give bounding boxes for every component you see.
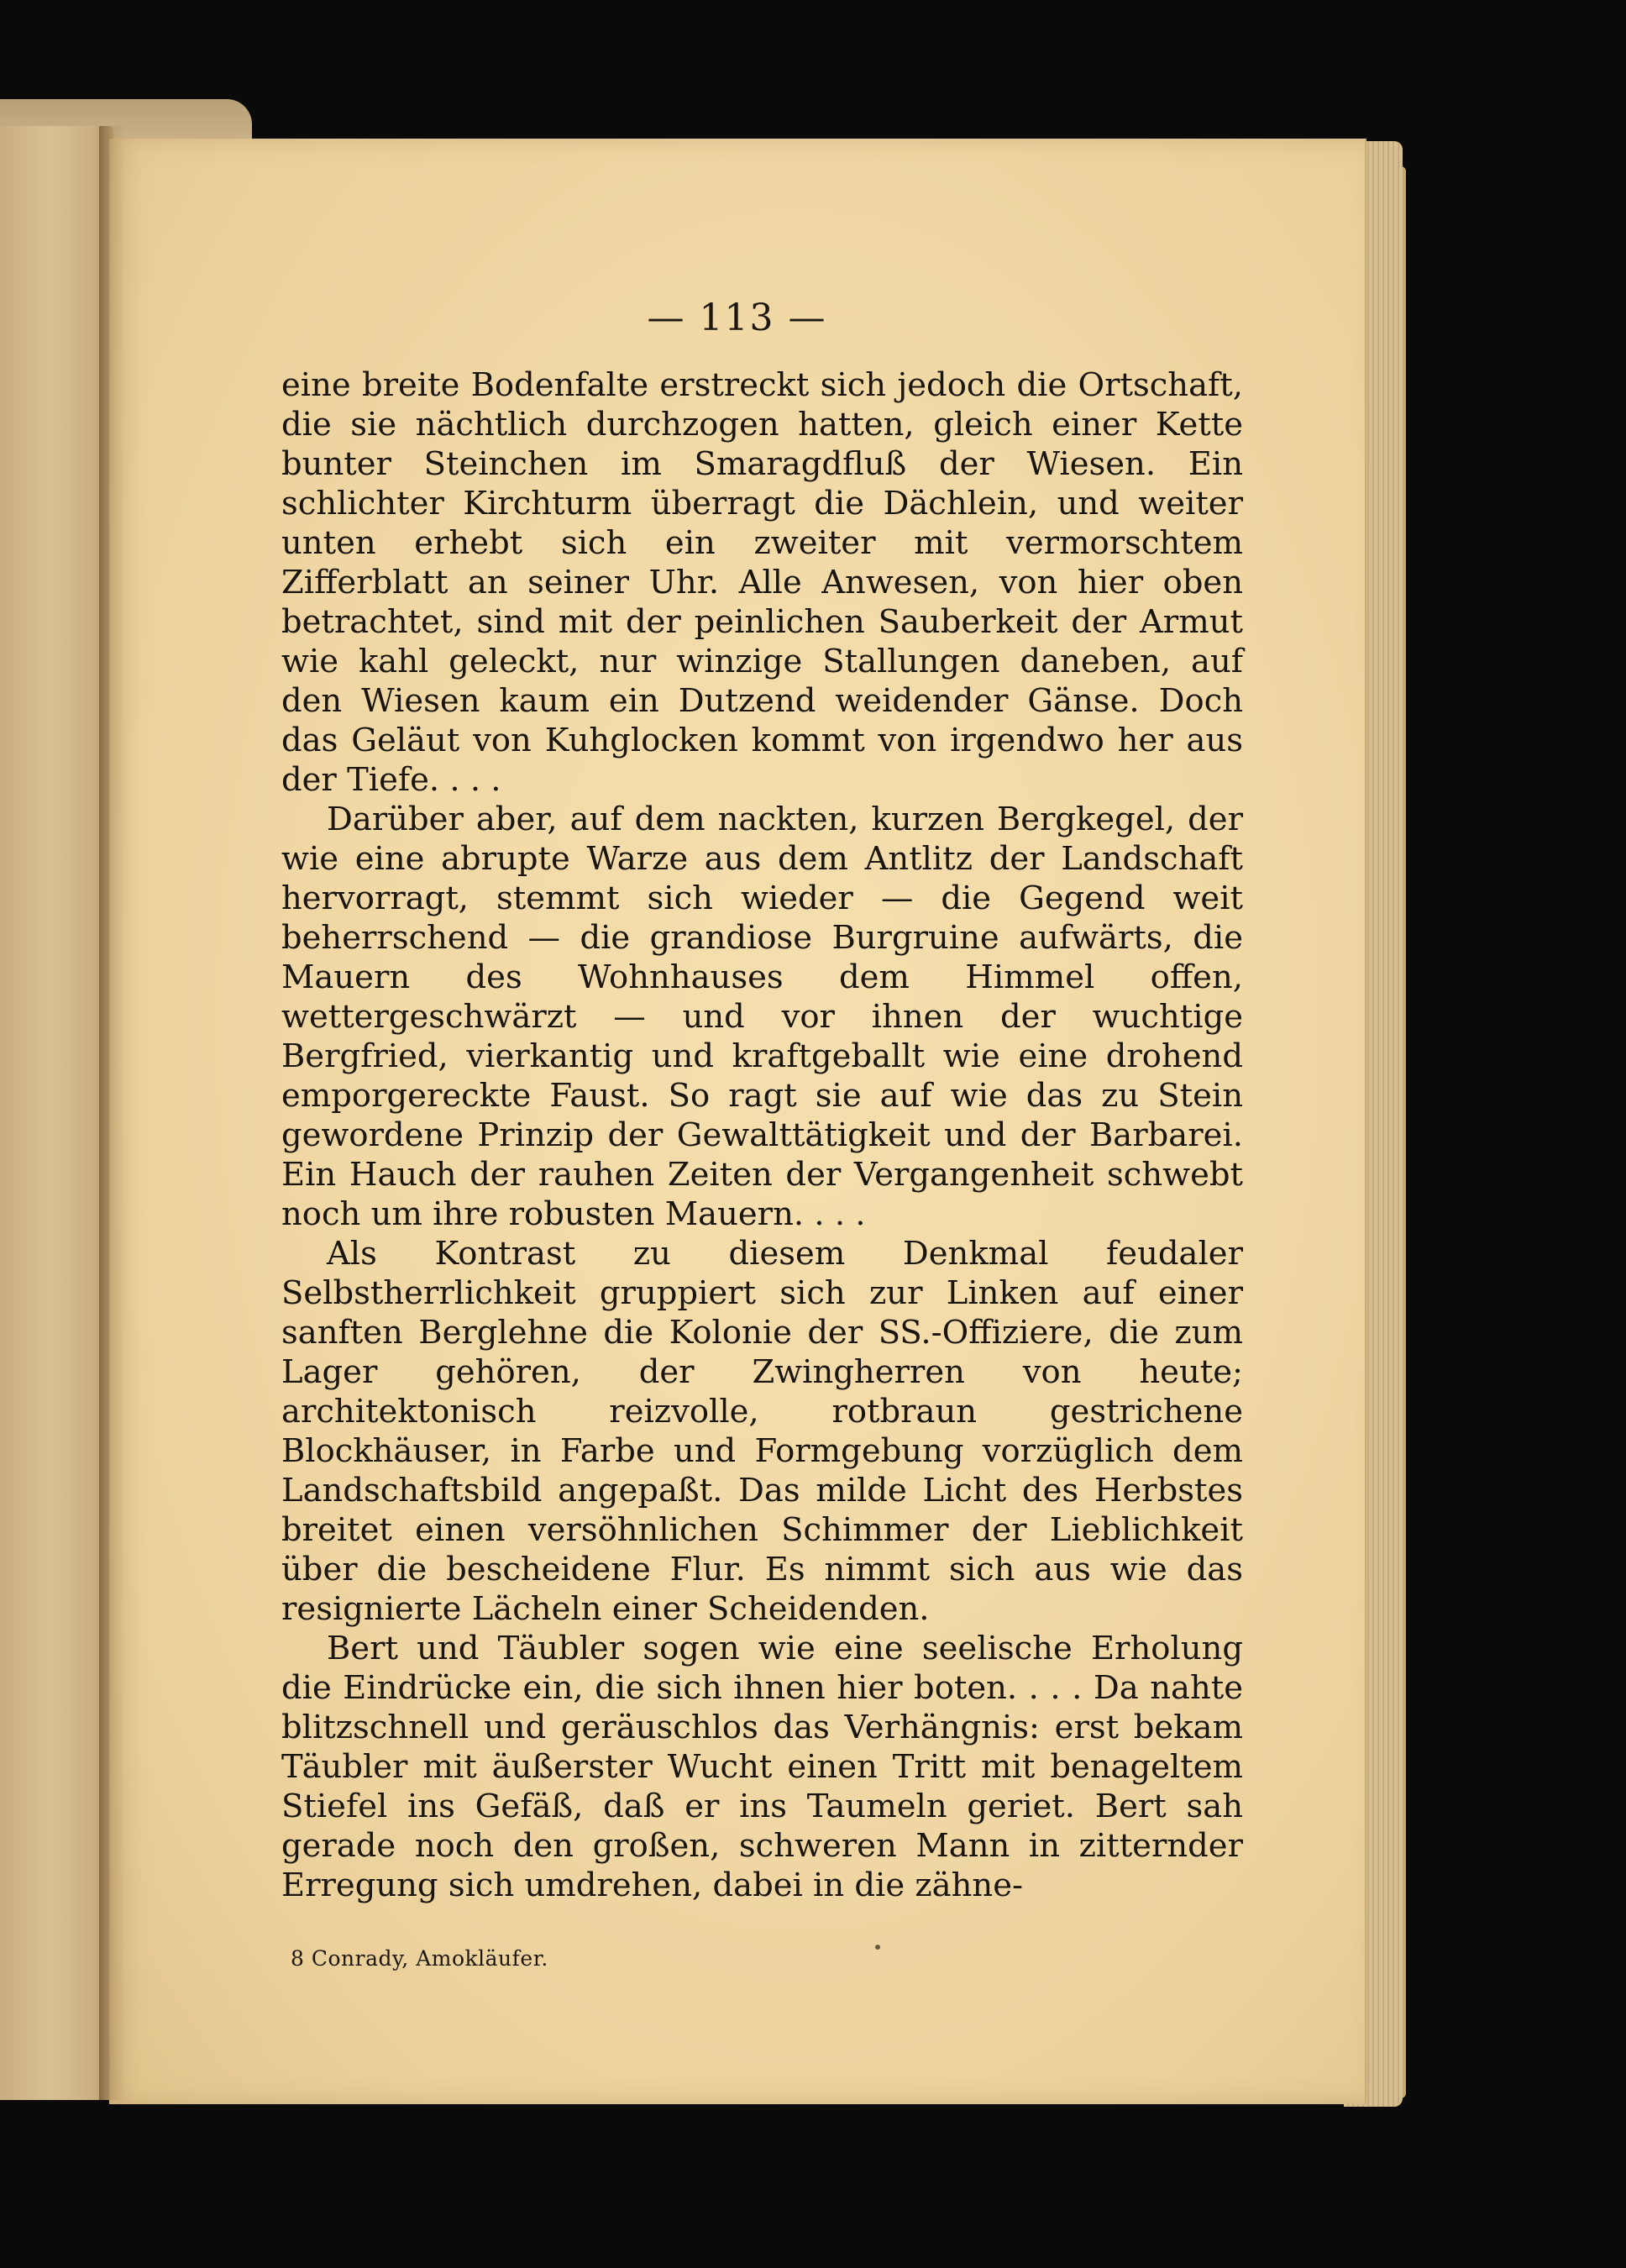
sheet-signature: 8 Conrady, Amokläufer. [291,1946,548,1971]
previous-page-edge [0,126,113,2100]
paragraph-2: Darüber aber, auf dem nackten, kurzen Bergkegel, der wie eine abrupte Warze aus dem Antlitz der Landschaft hervorragt, stemmt sich wieder — die Gegend weit beherrschend — die grandiose Burgruine aufwärts, die Mauern des Wohnhauses dem Himmel offen, wettergeschwärzt — und vor ihnen der wuchtige Bergfried, vierkantig und kraftgeballt wie eine drohend emporgereckte Faust. So ragt sie auf wie das zu Stein gewordene Prinzip der Gewalttätigkeit und der Barbarei. Ein Hauch der rauhen Zeiten der Vergangenheit schwebt noch um ihre robusten Mauern. . . . [281,801,1243,1233]
paragraph-1: eine breite Bodenfalte erstreckt sich jedoch die Ortschaft, die sie nächtlich durchzogen hatten, gleich einer Kette bunter Steinchen im Smaragdfluß der Wiesen. Ein schlichter Kirchturm überragt die Dächlein, und weiter unten erhebt sich ein zweiter mit vermorschtem Zifferblatt an seiner Uhr. Alle Anwesen, von hier oben betrachtet, sind mit der peinlichen Sauberkeit der Armut wie kahl geleckt, nur winzige Stallungen daneben, auf den Wiesen kaum ein Dutzend weidender Gänse. Doch das Geläut von Kuhglocken kommt von irgendwo her aus der Tiefe. . . . [281,366,1243,799]
body-text [281,365,1243,1905]
paper-speck [875,1945,880,1950]
book-page [109,139,1366,2104]
paragraph-4: Bert und Täubler sogen wie eine seelische Erholung die Eindrücke ein, die sich ihnen hier boten. . . . Da nahte blitzschnell und geräuschlos das Verhängnis: erst bekam Täubler mit äußerster Wucht einen Tritt mit benageltem Stiefel ins Gefäß, daß er ins Taumeln geriet. Bert sah gerade noch den großen, schweren Mann in zitternder Erregung sich umdrehen, dabei in die zähne- [281,1630,1243,1904]
paragraph-3: Als Kontrast zu diesem Denkmal feudaler Selbstherrlichkeit gruppiert sich zur Linken auf einer sanften Berglehne die Kolonie der SS.-Offiziere, die zum Lager gehören, der Zwingherren von heute; architektonisch reizvolle, rotbraun gestrichene Blockhäuser, in Farbe und Formgebung vorzüglich dem Landschaftsbild angepaßt. Das milde Licht des Herbstes breitet einen versöhnlichen Schimmer der Lieblichkeit über die bescheidene Flur. Es nimmt sich aus wie das resignierte Lächeln einer Scheidenden. [281,1235,1243,1628]
page-number-header: — 113 — [647,297,827,339]
gutter-shadow [99,126,124,2100]
